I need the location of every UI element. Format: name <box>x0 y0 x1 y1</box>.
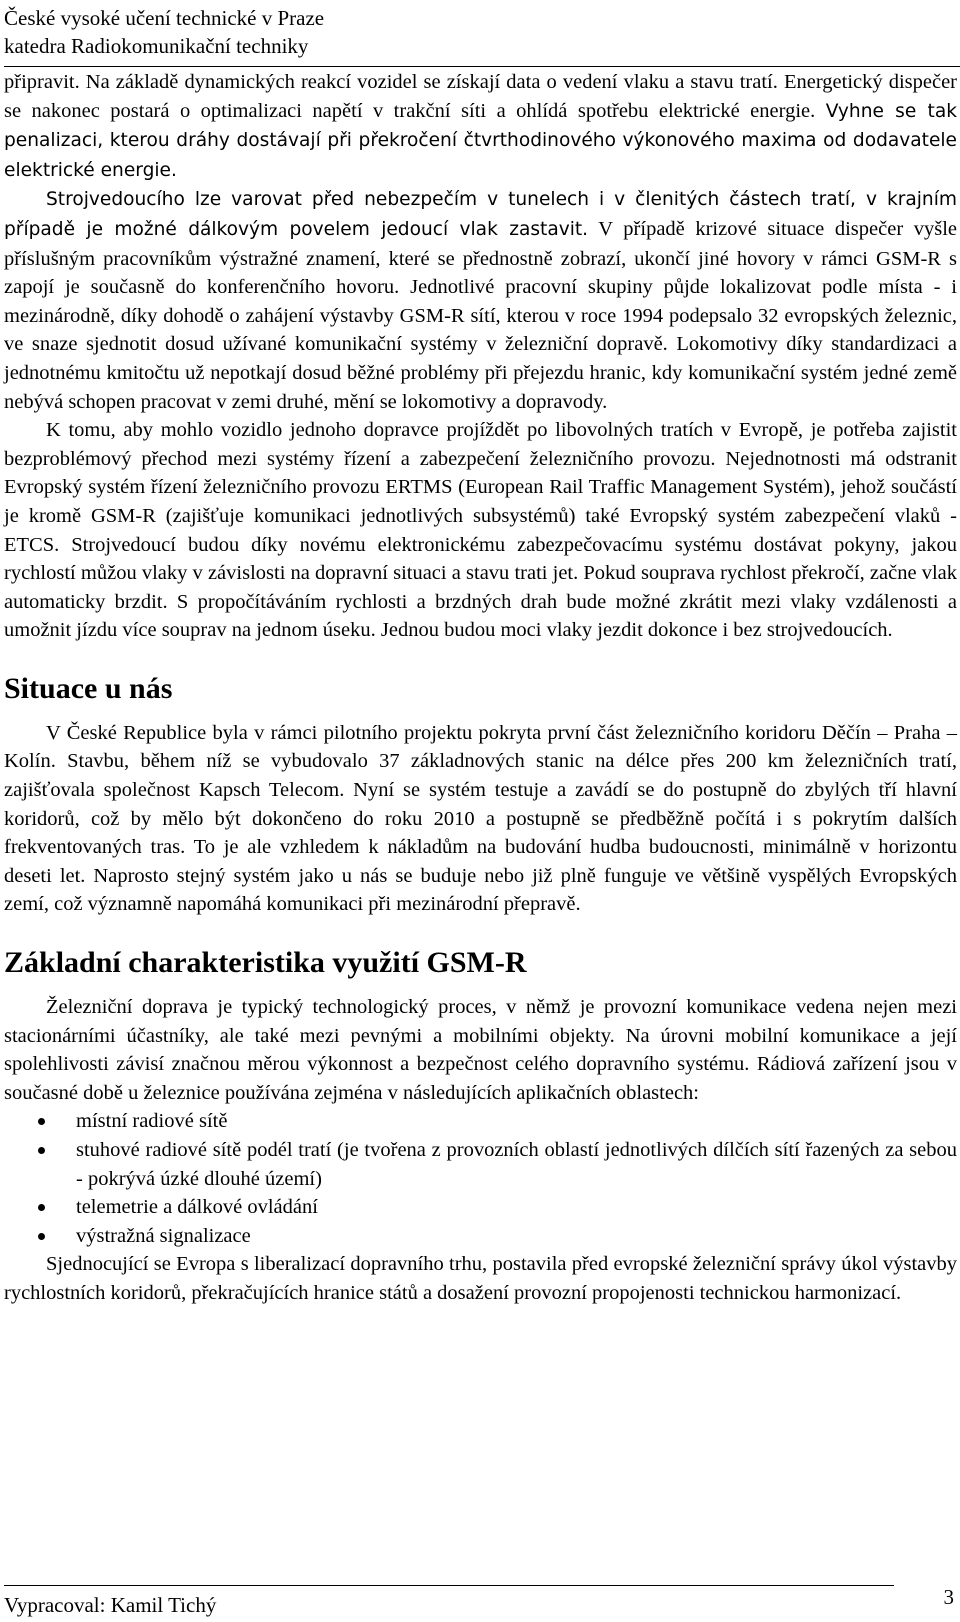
paragraph-intro-1 <box>4 68 957 185</box>
bullet-icon <box>38 1118 45 1125</box>
list-item <box>4 1107 957 1136</box>
paragraph-charakteristika-2: Sjednocující se Evropa s liberalizací dopravního trhu, postavila před evropské železniční správy úkol výstavby rychlostních koridorů, překračujících hranice států a dosažení provozní propojenosti technickou harmonizací. <box>4 1253 957 1304</box>
list-item-text: výstražná signalizace <box>76 1224 251 1247</box>
header-university: České vysoké učení technické v Praze <box>4 6 325 30</box>
list-item-text: místní radiové sítě <box>76 1110 228 1133</box>
header-department: katedra Radiokomunikační techniky <box>4 34 309 58</box>
bullet-icon <box>38 1233 45 1240</box>
section-heading-charakteristika: Základní charakteristika využití GSM-R <box>4 946 527 980</box>
paragraph-intro-2-text: V případě krizové situace dispečer vyšle příslušným pracovníkům výstražné znamení, které se přednostně zobrazí, ukončí jiné hovory v rámci GSM-R s zapojí je současně do konferenčního hovoru. Jednotlivé pracovní skupiny půjde lokalizovat podle místa - i mezinárodně, díky dohodě o zahájení výstavby GSM-R sítí, kterou v roce 1994 podepsalo 32 evropských železnic, ve snaze sjednotit dosud užívané komunikační systémy v železniční dopravě. Lokomotivy díky standardizaci a jednotnému kmitočtu už nepotkají dosud běžné problémy při přejezdu hranic, kdy komunikační systém jedné země nebývá schopen pracovat v zemi druhé, mění se lokomotivy a dopravody. <box>4 217 957 413</box>
paragraph-situace: V České Republice byla v rámci pilotního projektu pokryta první část železničního koridoru Děčín – Praha – Kolín. Stavbu, během níž se vybudovalo 37 základnových stanic na délce přes 200 km železničních tratí, zajišťovala společnost Kapsch Telecom. Nyní se systém testuje a zavádí se do postupně do zbylých tří hlavní koridorů, což by mělo být dokončeno do roku 2010 a postupně se předběžně počítá i s pokrytím dalších frekventovaných tras. To je ale vzhledem k nákladům na budování hudba budoucnosti, minimálně v horizontu deseti let. Naprosto stejný systém jako u nás se buduje nebo již plně funguje ve většině vyspělých Evropských zemí, což významně napomáhá komunikaci při mezinárodní přepravě. <box>4 721 957 916</box>
application-list <box>4 1107 957 1250</box>
paragraph-intro-1-sans-text: Vyhne se tak penalizaci, kterou dráhy dostávají při překročení čtvrthodinového výkonového maxima od dodavatele elektrické energie. <box>4 100 958 181</box>
list-item-text: stuhové radiové sítě podél tratí (je tvořena z provozních oblastí jednotlivých dílčích sítí řazených za sebou - pokrývá úzké dlouhé území) <box>76 1139 957 1190</box>
list-item <box>4 1222 957 1251</box>
list-item <box>4 1136 957 1193</box>
list-item-text: telemetrie a dálkové ovládání <box>76 1196 318 1219</box>
header-divider <box>4 66 960 67</box>
page-body <box>4 68 957 1308</box>
footer-author: Vypracoval: Kamil Tichý <box>4 1593 217 1617</box>
paragraph-charakteristika-1: Železniční doprava je typický technologický proces, v němž je provozní komunikace vedena nejen mezi stacionárními účastníky, ale také mezi pevnými a mobilními objekty. Na úrovni mobilní komunikace a její spolehlivosti závisí značnou měrou výkonnost a bezpečnost celého dopravního systému. Rádiová zařízení jsou v současné době u železnice používána zejména v následujících aplikačních oblastech: <box>4 996 957 1104</box>
page-header <box>4 4 324 60</box>
bullet-icon <box>38 1147 45 1154</box>
section-heading-situace: Situace u nás <box>4 671 173 705</box>
list-item <box>4 1193 957 1222</box>
paragraph-intro-1-text: připravit. Na základě dynamických reakcí vozidel se získají data o vedení vlaku a stavu tratí. Energetický dispečer se nakonec postará o optimalizaci napětí v trakční síti a ohlídá spotřebu elektrické energie. <box>4 71 957 122</box>
paragraph-intro-2 <box>4 185 957 416</box>
bullet-icon <box>38 1204 45 1211</box>
page-number: 3 <box>943 1585 954 1609</box>
paragraph-intro-3: K tomu, aby mohlo vozidlo jednoho dopravce projíždět po libovolných tratích v Evropě, je potřeba zajistit bezproblémový přechod mezi systémy řízení a zabezpečení železničního provozu. Nejednotnosti má odstranit Evropský systém řízení železničního provozu ERTMS (European Rail Traffic Management Systém), jehož součástí je kromě GSM-R (zajišťuje komunikaci jednotlivých subsystémů) také Evropský systém zabezpečení vlaků - ETCS. Strojvedoucí budou díky novému elektronickému zabezpečovacímu systému dostávat pokyny, jakou rychlostí můžou vlaky v závislosti na dopravní situaci a stavu trati jet. Pokud souprava rychlost překročí, začne vlak automaticky brzdit. S propočítáváním rychlosti a brzdných drah bude možné zkrátit mezi vlaky vzdálenosti a umožnit jízdu více souprav na jednom úseku. Jednou budou moci vlaky jezdit dokonce i bez strojvedoucích. <box>4 419 957 642</box>
paragraph-intro-2-sans-text: Strojvedoucího lze varovat před nebezpečím v tunelech i v členitých částech tratí, v krajním případě je možné dálkovým povelem jedoucí vlak zastavit. <box>4 189 957 240</box>
footer-divider <box>4 1585 894 1586</box>
